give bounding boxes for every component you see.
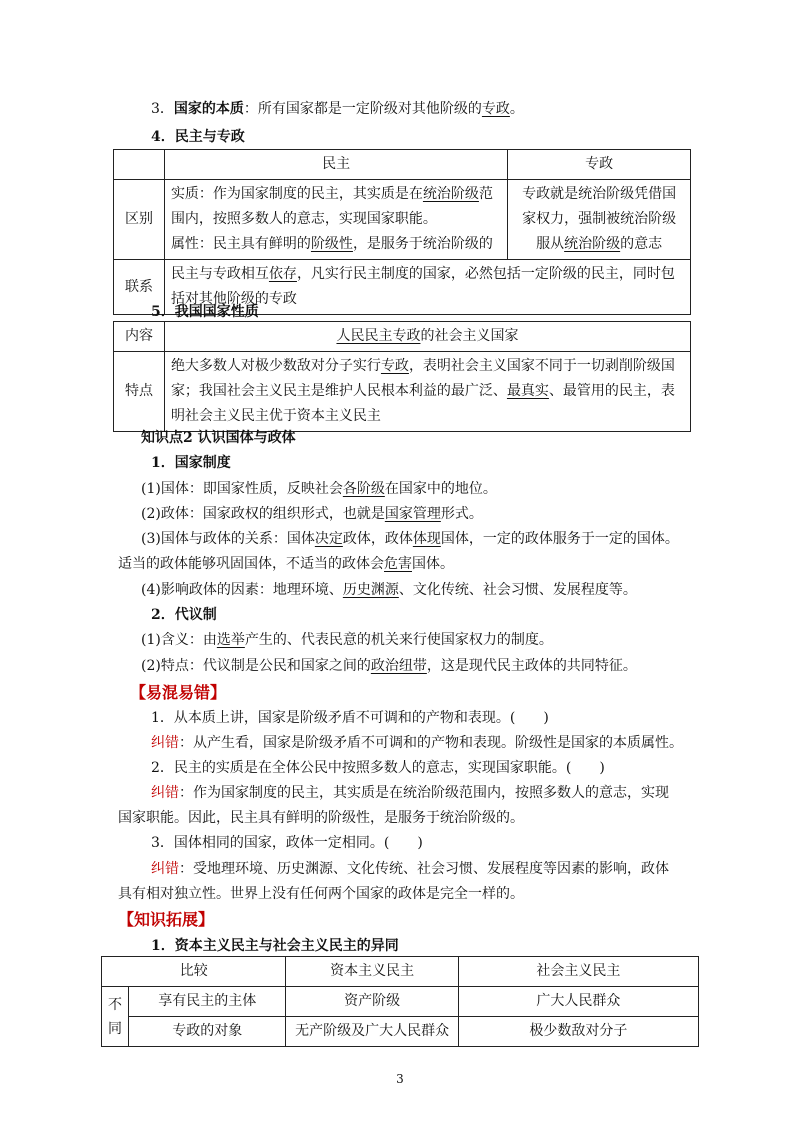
cell-r2-socialist: 极少数敌对分子 bbox=[458, 1017, 698, 1047]
yh-heading: 【易混易错】 bbox=[130, 683, 227, 702]
header-socialist: 社会主义民主 bbox=[458, 957, 698, 987]
k2-item1: (1)含义：由选举产生的、代表民意的机关来行使国家权力的制度。 bbox=[141, 632, 553, 648]
s5-heading: 5．我国国家性质 bbox=[151, 304, 259, 320]
democracy-dictatorship-table bbox=[113, 149, 691, 315]
k1-heading: 1．国家制度 bbox=[151, 455, 231, 471]
q3-correction: 纠错：受地理环境、历史渊源、文化传统、社会习惯、发展程度等因素的影响，政体 bbox=[151, 861, 669, 877]
q2-correction: 纠错：作为国家制度的民主，其实质是在统治阶级范围内，按照多数人的意志，实现 bbox=[151, 785, 669, 801]
cell-r1-item: 享有民主的主体 bbox=[128, 987, 285, 1017]
q1-correction: 纠错：从产生看，国家是阶级矛盾不可调和的产物和表现。阶级性是国家的本质属性。 bbox=[151, 735, 683, 751]
row-label-neirong: 内容 bbox=[114, 322, 165, 352]
header-zhuanzheng: 专政 bbox=[508, 150, 691, 180]
s3-line: 3．国家的本质：所有国家都是一定阶级对其他阶级的专政。 bbox=[151, 101, 524, 117]
cell-minzhu-difference: 实质：作为国家制度的民主，其实质是在统治阶级范 围内，按照多数人的意志，实现国家职能。 属性：民主具有鲜明的阶级性，是服务于统治阶级的 bbox=[164, 180, 507, 260]
row-label-tedian: 特点 bbox=[114, 352, 165, 432]
q3-correction-cont: 具有相对独立性。世界上没有任何两个国家的政体是完全一样的。 bbox=[118, 886, 524, 902]
k1-item3: (3)国体与政体的关系：国体决定政体，政体体现国体，一定的政体服务于一定的国体。 bbox=[141, 531, 679, 547]
header-minzhu: 民主 bbox=[164, 150, 507, 180]
cell-r2-capitalist: 无产阶级及广大人民群众 bbox=[286, 1017, 458, 1047]
cell-r2-item: 专政的对象 bbox=[128, 1017, 285, 1047]
header-capitalist: 资本主义民主 bbox=[286, 957, 458, 987]
comparison-table bbox=[101, 956, 699, 1047]
q2-correction-cont: 国家职能。因此，民主具有鲜明的阶级性，是服务于统治阶级的。 bbox=[118, 810, 524, 826]
q2-text: 2．民主的实质是在全体公民中按照多数人的意志，实现国家职能。( ) bbox=[151, 760, 605, 776]
k1-item1: (1)国体：即国家性质，反映社会各阶级在国家中的地位。 bbox=[141, 481, 497, 497]
k2-item2: (2)特点：代议制是公民和国家之间的政治纽带，这是现代民主政体的共同特征。 bbox=[141, 658, 637, 674]
cell-content: 人民民主专政的社会主义国家 bbox=[164, 322, 690, 352]
state-nature-table bbox=[113, 321, 691, 432]
kp2-heading: 知识点2 认识国体与政体 bbox=[141, 430, 296, 446]
header-bijiao: 比较 bbox=[102, 957, 286, 987]
cell-r1-socialist: 广大人民群众 bbox=[458, 987, 698, 1017]
row-label-qubie: 区别 bbox=[114, 180, 165, 260]
cell-features: 绝大多数人对极少数敌对分子实行专政，表明社会主义国家不同于一切剥削阶级国 家；我国社会主义民主是维护人民根本利益的最广泛、最真实、最管用的民主，表 明社会主义民主优于资本主义民主 bbox=[164, 352, 690, 432]
row-label-butong: 不同 bbox=[102, 987, 129, 1047]
cell-r1-capitalist: 资产阶级 bbox=[286, 987, 458, 1017]
tz1-heading: 1．资本主义民主与社会主义民主的异同 bbox=[151, 938, 399, 954]
k2-heading: 2．代议制 bbox=[151, 607, 217, 623]
row-label-lianxi: 联系 bbox=[114, 260, 165, 315]
q3-text: 3．国体相同的国家，政体一定相同。( ) bbox=[151, 835, 423, 851]
page-number: 3 bbox=[396, 1072, 404, 1086]
k1-item2: (2)政体：国家政权的组织形式，也就是国家管理形式。 bbox=[141, 506, 483, 522]
s4-heading: 4．民主与专政 bbox=[151, 129, 245, 145]
k1-item3-cont: 适当的政体能够巩固国体，不适当的政体会危害国体。 bbox=[118, 556, 454, 572]
cell-connection: 民主与专政相互依存，凡实行民主制度的国家，必然包括一定阶级的民主，同时包 括对其他阶级的专政 bbox=[164, 260, 690, 315]
k1-item4: (4)影响政体的因素：地理环境、历史渊源、文化传统、社会习惯、发展程度等。 bbox=[141, 582, 637, 598]
q1-text: 1．从本质上讲，国家是阶级矛盾不可调和的产物和表现。( ) bbox=[151, 710, 549, 726]
cell-zhuanzheng-difference: 专政就是统治阶级凭借国 家权力，强制被统治阶级 服从统治阶级的意志 bbox=[508, 180, 691, 260]
tz-heading: 【知识拓展】 bbox=[118, 910, 215, 929]
